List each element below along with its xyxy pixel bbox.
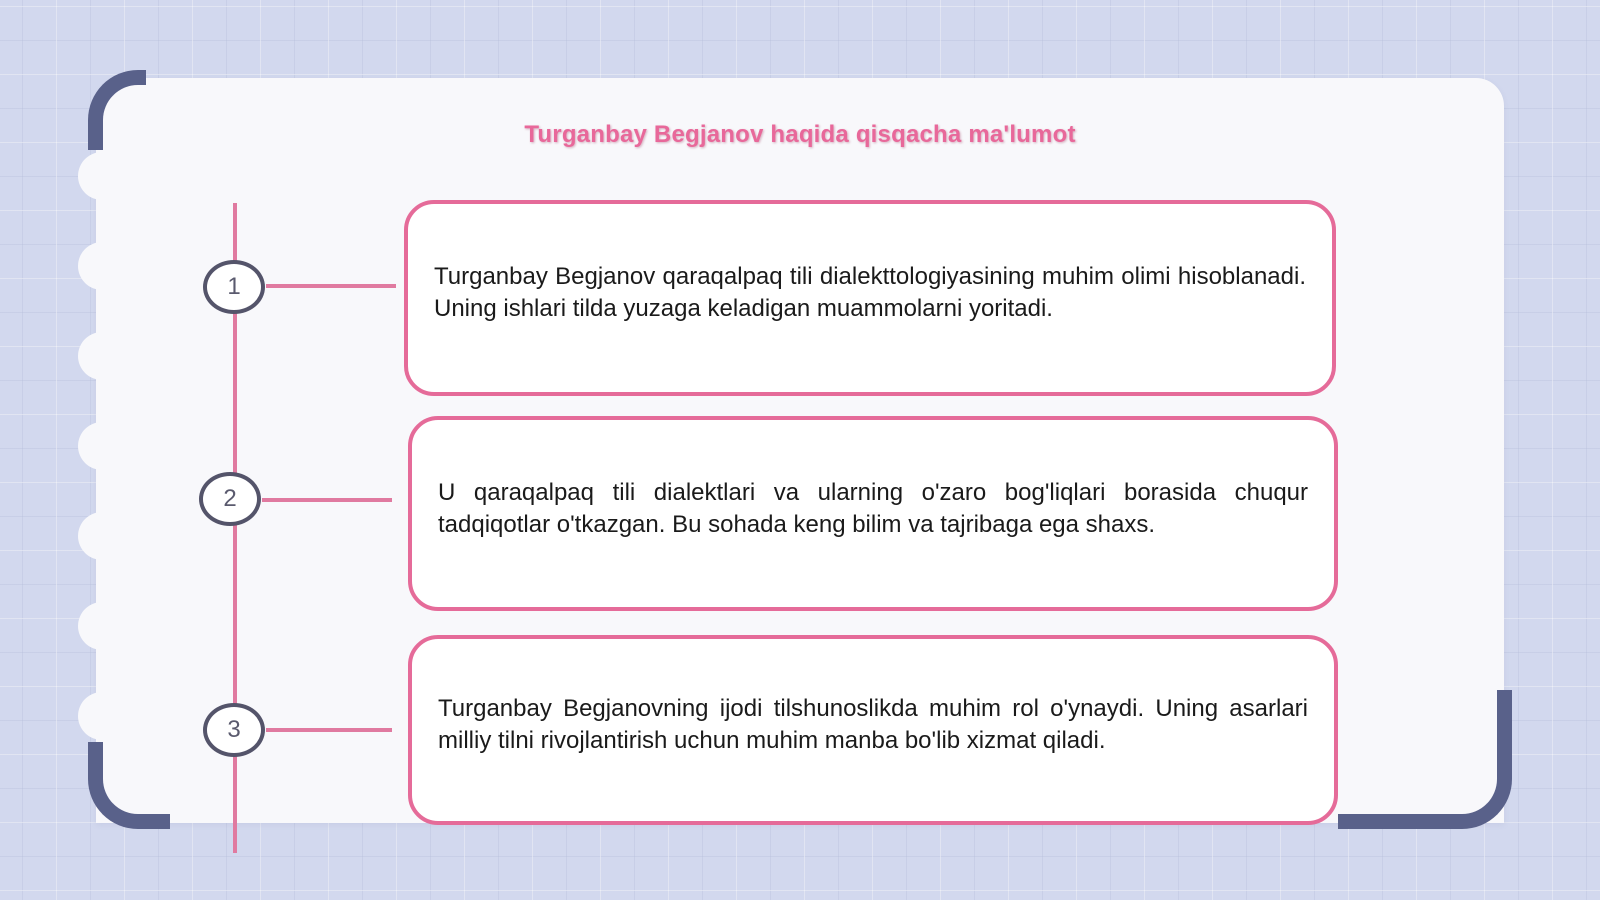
timeline-node-2: 2 <box>199 472 261 526</box>
page-scallop <box>78 332 126 380</box>
info-card-1 <box>404 200 1336 396</box>
page-scallop <box>78 422 126 470</box>
timeline-connector <box>262 498 392 502</box>
info-card-text: U qaraqalpaq tili dialektlari va ularning o'zaro bog'liqlari borasida chuqur tadqiqotlar o'tkazgan. Bu sohada keng bilim va tajribaga ega shaxs. <box>438 478 1308 538</box>
page-scallop <box>78 152 126 200</box>
info-card-2 <box>408 416 1338 611</box>
corner-bracket-top-left <box>88 70 146 150</box>
timeline-connector <box>266 284 396 288</box>
slide-title: Turganbay Begjanov haqida qisqacha ma'lumot <box>524 121 1076 148</box>
page-scallop <box>78 602 126 650</box>
timeline-connector <box>266 728 392 732</box>
page-scallop <box>78 692 126 740</box>
timeline-node-1: 1 <box>203 260 265 314</box>
corner-bracket-bottom-right <box>1338 690 1512 829</box>
timeline-node-3: 3 <box>203 703 265 757</box>
page-scallop <box>78 512 126 560</box>
info-card-text: Turganbay Begjanov qaraqalpaq tili dialekttologiyasining muhim olimi hisoblanadi. Uning ishlari tilda yuzaga keladigan muammolarni yoritadi. <box>434 263 1306 322</box>
page-scallop <box>78 242 126 290</box>
info-card-3 <box>408 635 1338 825</box>
info-card-text: Turganbay Begjanovning ijodi tilshunoslikda muhim rol o'ynaydi. Uning asarlari milliy tilni rivojlantirish uchun muhim manba bo'lib xizmat qiladi. <box>438 695 1308 754</box>
